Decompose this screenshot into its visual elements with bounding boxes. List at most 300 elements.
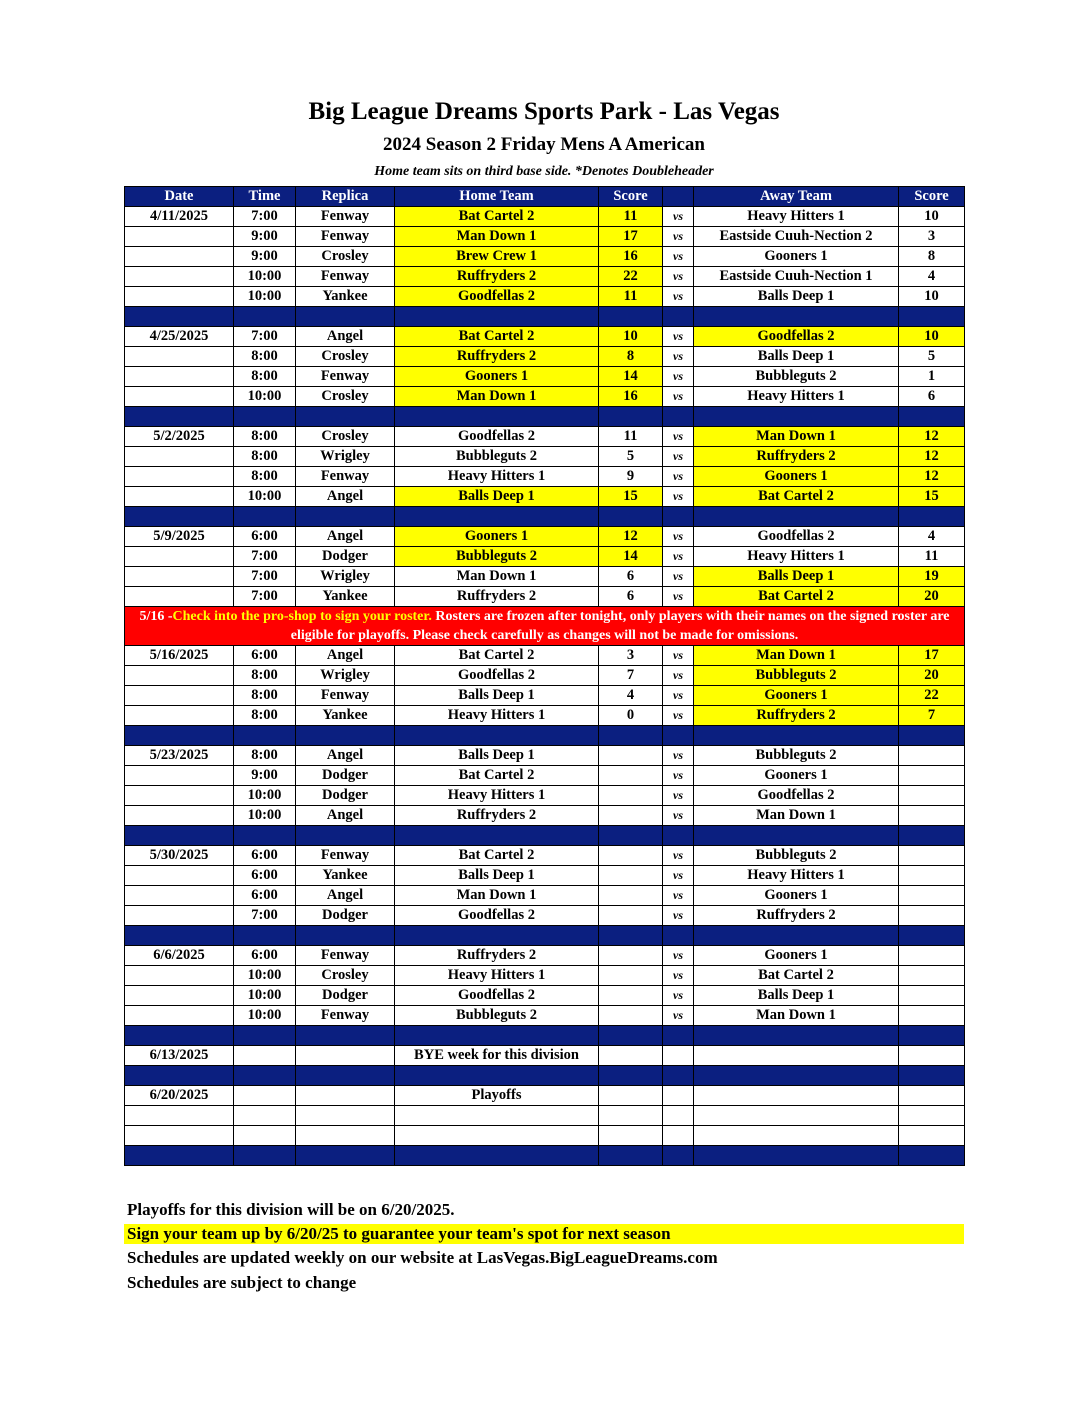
game-date [125, 706, 234, 726]
empty-cell [899, 1086, 965, 1106]
separator-cell [296, 1146, 395, 1166]
game-row [125, 846, 965, 866]
separator-cell [663, 1026, 694, 1046]
away-score [899, 846, 965, 866]
home-score [599, 846, 663, 866]
empty-cell [599, 1126, 663, 1146]
home-score: 6 [599, 587, 663, 607]
game-date: 5/9/2025 [125, 527, 234, 547]
home-score: 5 [599, 447, 663, 467]
home-team: Goodfellas 2 [395, 906, 599, 926]
separator-cell [663, 826, 694, 846]
vs-label: vs [663, 207, 694, 227]
separator-cell [899, 926, 965, 946]
separator-cell [234, 726, 296, 746]
home-score: 11 [599, 427, 663, 447]
empty-cell [694, 1046, 899, 1066]
away-score: 17 [899, 646, 965, 666]
vs-label: vs [663, 367, 694, 387]
away-score [899, 786, 965, 806]
separator-cell [125, 1146, 234, 1166]
empty-cell [663, 1126, 694, 1146]
roster-notice-row [125, 607, 965, 646]
home-score [599, 746, 663, 766]
vs-label: vs [663, 746, 694, 766]
game-row [125, 287, 965, 307]
home-score [599, 766, 663, 786]
game-row [125, 427, 965, 447]
game-date: 6/6/2025 [125, 946, 234, 966]
separator-cell [234, 1026, 296, 1046]
away-team: Bubbleguts 2 [694, 367, 899, 387]
vs-label: vs [663, 267, 694, 287]
game-field: Dodger [296, 547, 395, 567]
game-date [125, 587, 234, 607]
home-score [599, 986, 663, 1006]
away-team: Gooners 1 [694, 247, 899, 267]
footer-signup-note: Sign your team up by 6/20/25 to guarantee your team's spot for next season [124, 1224, 964, 1244]
separator-cell [395, 726, 599, 746]
empty-cell [296, 1106, 395, 1126]
vs-label: vs [663, 666, 694, 686]
vs-label: vs [663, 527, 694, 547]
empty-cell [296, 1126, 395, 1146]
game-time: 10:00 [234, 287, 296, 307]
separator-cell [599, 1146, 663, 1166]
home-team: Bat Cartel 2 [395, 646, 599, 666]
away-score: 19 [899, 567, 965, 587]
separator-cell [694, 826, 899, 846]
game-date [125, 666, 234, 686]
game-time: 8:00 [234, 706, 296, 726]
game-date [125, 467, 234, 487]
game-date [125, 247, 234, 267]
game-row [125, 447, 965, 467]
vs-label: vs [663, 846, 694, 866]
vs-label: vs [663, 646, 694, 666]
home-score: 8 [599, 347, 663, 367]
game-row [125, 247, 965, 267]
away-score: 4 [899, 267, 965, 287]
empty-cell [663, 1106, 694, 1126]
schedule-table [124, 186, 965, 1166]
game-row [125, 207, 965, 227]
away-team: Heavy Hitters 1 [694, 207, 899, 227]
away-score [899, 766, 965, 786]
empty-cell [234, 1126, 296, 1146]
game-time: 6:00 [234, 886, 296, 906]
game-field: Angel [296, 746, 395, 766]
empty-cell [234, 1086, 296, 1106]
away-team: Gooners 1 [694, 686, 899, 706]
separator-cell [899, 407, 965, 427]
vs-label: vs [663, 946, 694, 966]
game-field: Fenway [296, 227, 395, 247]
home-score [599, 966, 663, 986]
away-team: Bubbleguts 2 [694, 666, 899, 686]
home-team: Balls Deep 1 [395, 686, 599, 706]
away-score: 12 [899, 447, 965, 467]
home-score: 0 [599, 706, 663, 726]
vs-label: vs [663, 247, 694, 267]
game-row [125, 786, 965, 806]
game-date: 4/25/2025 [125, 327, 234, 347]
empty-cell [694, 1126, 899, 1146]
home-team: Brew Crew 1 [395, 247, 599, 267]
home-score: 11 [599, 207, 663, 227]
away-score: 11 [899, 547, 965, 567]
away-team: Gooners 1 [694, 886, 899, 906]
game-field: Fenway [296, 367, 395, 387]
game-time: 9:00 [234, 227, 296, 247]
bye-row [125, 1046, 965, 1066]
home-team: Ruffryders 2 [395, 946, 599, 966]
separator-cell [395, 1026, 599, 1046]
vs-label: vs [663, 806, 694, 826]
home-team: Heavy Hitters 1 [395, 966, 599, 986]
game-row [125, 646, 965, 666]
bye-date: 6/13/2025 [125, 1046, 234, 1066]
game-field: Fenway [296, 686, 395, 706]
away-team: Balls Deep 1 [694, 347, 899, 367]
game-field: Wrigley [296, 666, 395, 686]
game-field: Fenway [296, 267, 395, 287]
separator-cell [599, 826, 663, 846]
home-score: 16 [599, 247, 663, 267]
away-score: 6 [899, 387, 965, 407]
game-field: Crosley [296, 427, 395, 447]
separator-cell [296, 1026, 395, 1046]
home-score: 16 [599, 387, 663, 407]
game-field: Angel [296, 327, 395, 347]
game-date [125, 267, 234, 287]
game-field: Yankee [296, 866, 395, 886]
game-field: Crosley [296, 387, 395, 407]
game-time: 10:00 [234, 387, 296, 407]
game-row [125, 347, 965, 367]
game-field: Crosley [296, 347, 395, 367]
game-time: 8:00 [234, 467, 296, 487]
game-row [125, 766, 965, 786]
week-separator-row [125, 826, 965, 846]
away-score [899, 746, 965, 766]
home-score: 14 [599, 547, 663, 567]
vs-label: vs [663, 567, 694, 587]
away-score: 10 [899, 207, 965, 227]
separator-cell [899, 307, 965, 327]
footer-change-note: Schedules are subject to change [127, 1273, 357, 1292]
away-score [899, 806, 965, 826]
home-team: Goodfellas 2 [395, 666, 599, 686]
away-score: 22 [899, 686, 965, 706]
game-field: Yankee [296, 287, 395, 307]
vs-label: vs [663, 986, 694, 1006]
vs-label: vs [663, 786, 694, 806]
game-field: Dodger [296, 906, 395, 926]
home-team: Ruffryders 2 [395, 347, 599, 367]
empty-cell [599, 1086, 663, 1106]
home-team: Bat Cartel 2 [395, 846, 599, 866]
home-score [599, 866, 663, 886]
game-field: Angel [296, 646, 395, 666]
game-date [125, 686, 234, 706]
column-header-home-team: Home Team [395, 187, 599, 207]
home-team: Man Down 1 [395, 227, 599, 247]
game-date [125, 227, 234, 247]
game-field: Angel [296, 886, 395, 906]
separator-cell [395, 826, 599, 846]
game-field: Fenway [296, 846, 395, 866]
away-team: Heavy Hitters 1 [694, 547, 899, 567]
game-field: Angel [296, 806, 395, 826]
game-date [125, 287, 234, 307]
home-score: 22 [599, 267, 663, 287]
separator-cell [125, 826, 234, 846]
away-score: 10 [899, 327, 965, 347]
game-time: 9:00 [234, 766, 296, 786]
away-score: 7 [899, 706, 965, 726]
schedule-body [125, 207, 965, 1166]
home-team: Goodfellas 2 [395, 287, 599, 307]
home-team: Gooners 1 [395, 367, 599, 387]
game-time: 7:00 [234, 906, 296, 926]
separator-cell [234, 307, 296, 327]
separator-cell [599, 726, 663, 746]
header-note: Home team sits on third base side. *Denotes Doubleheader [374, 164, 714, 179]
game-date: 4/11/2025 [125, 207, 234, 227]
game-date [125, 906, 234, 926]
vs-label: vs [663, 966, 694, 986]
vs-label: vs [663, 886, 694, 906]
away-score: 15 [899, 487, 965, 507]
separator-cell [899, 826, 965, 846]
separator-cell [296, 407, 395, 427]
vs-label: vs [663, 287, 694, 307]
away-score: 5 [899, 347, 965, 367]
game-field: Crosley [296, 247, 395, 267]
away-score [899, 946, 965, 966]
week-separator-row [125, 507, 965, 527]
home-team: Heavy Hitters 1 [395, 467, 599, 487]
separator-cell [694, 726, 899, 746]
separator-cell [694, 507, 899, 527]
vs-label: vs [663, 906, 694, 926]
away-score: 4 [899, 527, 965, 547]
game-field: Yankee [296, 706, 395, 726]
away-team: Goodfellas 2 [694, 527, 899, 547]
game-field: Angel [296, 527, 395, 547]
blank-row [125, 1126, 965, 1146]
empty-cell [694, 1106, 899, 1126]
separator-cell [395, 507, 599, 527]
away-score [899, 986, 965, 1006]
game-field: Yankee [296, 587, 395, 607]
notice-highlight-text: Check into the pro-shop to sign your roster. [172, 609, 432, 624]
game-time: 7:00 [234, 587, 296, 607]
away-score: 3 [899, 227, 965, 247]
away-score [899, 966, 965, 986]
home-score [599, 786, 663, 806]
notice-date: 5/16 - [139, 609, 173, 624]
home-score: 3 [599, 646, 663, 666]
home-score [599, 886, 663, 906]
game-time: 8:00 [234, 427, 296, 447]
away-score: 8 [899, 247, 965, 267]
game-time: 10:00 [234, 966, 296, 986]
empty-cell [899, 1126, 965, 1146]
week-separator-row [125, 1026, 965, 1046]
away-team: Ruffryders 2 [694, 706, 899, 726]
empty-cell [234, 1106, 296, 1126]
home-team: Bubbleguts 2 [395, 447, 599, 467]
home-team: Man Down 1 [395, 567, 599, 587]
separator-cell [296, 507, 395, 527]
empty-cell [296, 1046, 395, 1066]
home-team: Man Down 1 [395, 387, 599, 407]
home-score: 11 [599, 287, 663, 307]
home-score [599, 946, 663, 966]
roster-notice [125, 607, 965, 646]
separator-cell [663, 926, 694, 946]
game-row [125, 866, 965, 886]
separator-cell [234, 1066, 296, 1086]
game-date [125, 387, 234, 407]
empty-cell [899, 1106, 965, 1126]
away-score: 20 [899, 666, 965, 686]
away-score: 1 [899, 367, 965, 387]
game-time: 6:00 [234, 527, 296, 547]
home-team: Goodfellas 2 [395, 986, 599, 1006]
away-team: Man Down 1 [694, 646, 899, 666]
game-time: 7:00 [234, 547, 296, 567]
empty-cell [296, 1086, 395, 1106]
game-time: 9:00 [234, 247, 296, 267]
game-field: Fenway [296, 467, 395, 487]
empty-cell [125, 1106, 234, 1126]
game-row [125, 467, 965, 487]
vs-label: vs [663, 866, 694, 886]
game-row [125, 966, 965, 986]
game-date [125, 806, 234, 826]
home-team: Ruffryders 2 [395, 587, 599, 607]
away-score [899, 906, 965, 926]
playoffs-row [125, 1086, 965, 1106]
vs-label: vs [663, 587, 694, 607]
away-team: Goodfellas 2 [694, 786, 899, 806]
separator-cell [234, 826, 296, 846]
footer-playoffs-note: Playoffs for this division will be on 6/20/2025. [127, 1200, 455, 1219]
game-date [125, 1006, 234, 1026]
separator-cell [899, 1026, 965, 1046]
away-team: Heavy Hitters 1 [694, 387, 899, 407]
game-date: 5/30/2025 [125, 846, 234, 866]
separator-cell [296, 726, 395, 746]
game-time: 6:00 [234, 946, 296, 966]
home-score: 12 [599, 527, 663, 547]
away-team: Eastside Cuuh-Nection 2 [694, 227, 899, 247]
game-row [125, 327, 965, 347]
bye-text: BYE week for this division [395, 1046, 599, 1066]
home-team: Goodfellas 2 [395, 427, 599, 447]
away-team: Balls Deep 1 [694, 986, 899, 1006]
empty-cell [395, 1106, 599, 1126]
empty-cell [694, 1086, 899, 1106]
home-score: 15 [599, 487, 663, 507]
separator-cell [296, 1066, 395, 1086]
separator-cell [125, 1026, 234, 1046]
separator-cell [395, 926, 599, 946]
separator-cell [899, 1146, 965, 1166]
separator-cell [125, 407, 234, 427]
separator-cell [296, 826, 395, 846]
away-team: Man Down 1 [694, 427, 899, 447]
game-date [125, 886, 234, 906]
away-team: Gooners 1 [694, 467, 899, 487]
vs-label: vs [663, 347, 694, 367]
away-team: Eastside Cuuh-Nection 1 [694, 267, 899, 287]
separator-cell [899, 1066, 965, 1086]
game-row [125, 986, 965, 1006]
empty-cell [125, 1126, 234, 1146]
game-time: 10:00 [234, 986, 296, 1006]
game-row [125, 666, 965, 686]
separator-cell [395, 1146, 599, 1166]
vs-label: vs [663, 766, 694, 786]
separator-cell [234, 407, 296, 427]
footer-website-note: Schedules are updated weekly on our website at LasVegas.BigLeagueDreams.com [127, 1248, 718, 1267]
game-time: 8:00 [234, 447, 296, 467]
game-time: 6:00 [234, 646, 296, 666]
page-title: Big League Dreams Sports Park - Las Vegas [308, 98, 780, 125]
home-team: Balls Deep 1 [395, 487, 599, 507]
game-date [125, 986, 234, 1006]
home-team: Heavy Hitters 1 [395, 786, 599, 806]
game-row [125, 487, 965, 507]
game-date [125, 547, 234, 567]
game-time: 8:00 [234, 666, 296, 686]
home-score: 17 [599, 227, 663, 247]
vs-label: vs [663, 686, 694, 706]
separator-cell [694, 1026, 899, 1046]
game-field: Angel [296, 487, 395, 507]
game-time: 6:00 [234, 866, 296, 886]
game-field: Dodger [296, 786, 395, 806]
game-row [125, 387, 965, 407]
game-row [125, 367, 965, 387]
game-date [125, 786, 234, 806]
separator-cell [694, 407, 899, 427]
game-row [125, 227, 965, 247]
vs-label: vs [663, 447, 694, 467]
game-date [125, 766, 234, 786]
home-score [599, 906, 663, 926]
game-row [125, 686, 965, 706]
game-field: Fenway [296, 1006, 395, 1026]
game-date: 5/16/2025 [125, 646, 234, 666]
home-team: Bubbleguts 2 [395, 1006, 599, 1026]
game-row [125, 886, 965, 906]
separator-cell [663, 407, 694, 427]
away-score: 10 [899, 287, 965, 307]
vs-label: vs [663, 1006, 694, 1026]
separator-cell [599, 407, 663, 427]
separator-cell [296, 926, 395, 946]
game-row [125, 806, 965, 826]
playoffs-date: 6/20/2025 [125, 1086, 234, 1106]
game-field: Dodger [296, 986, 395, 1006]
game-time: 7:00 [234, 567, 296, 587]
game-row [125, 587, 965, 607]
